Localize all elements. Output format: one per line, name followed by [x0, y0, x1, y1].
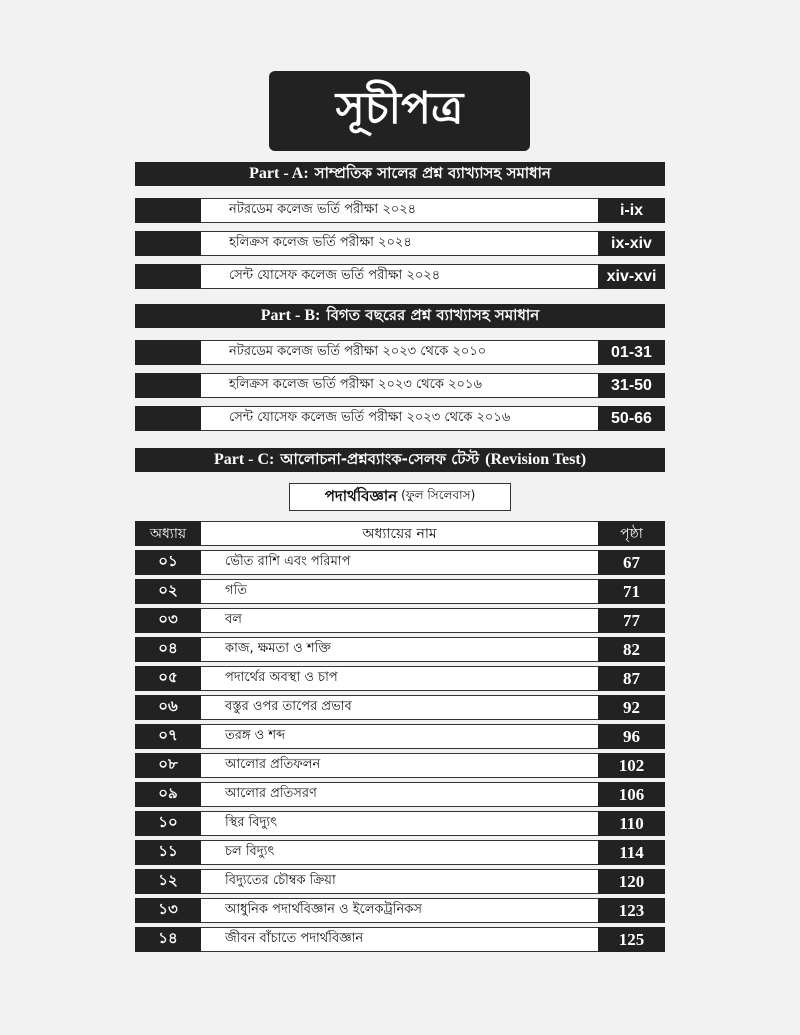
- chapter-table: [135, 521, 665, 956]
- part-c-label: Part - C:: [213, 451, 275, 468]
- header-chapter-name: অধ্যায়ের নাম: [201, 521, 598, 546]
- chapter-name: তরঙ্গ ও শব্দ: [201, 724, 598, 749]
- chapter-name: পদার্থের অবস্থা ও চাপ: [201, 666, 598, 691]
- header-page: পৃষ্ঠা: [598, 521, 665, 546]
- chapter-num: ১২: [135, 869, 201, 894]
- chapter-name: আলোর প্রতিফলন: [201, 753, 598, 778]
- chapter-page: 82: [598, 637, 665, 662]
- entry-name: সেন্ট যোসেফ কলেজ ভর্তি পরীক্ষা ২০২৩ থেকে ২০১৬: [201, 406, 598, 431]
- entry-name: নটরডেম কলেজ ভর্তি পরীক্ষা ২০২৩ থেকে ২০১০: [201, 340, 598, 365]
- chapter-name: স্থির বিদ্যুৎ: [201, 811, 598, 836]
- chapter-num: ০৪: [135, 637, 201, 662]
- entry-pages: xiv-xvi: [598, 264, 665, 289]
- part-b-label: Part - B:: [260, 307, 321, 324]
- table-row[interactable]: [135, 637, 665, 662]
- entry-name: সেন্ট যোসেফ কলেজ ভর্তি পরীক্ষা ২০২৪: [201, 264, 598, 289]
- table-row[interactable]: [135, 927, 665, 952]
- chapter-num: ০৫: [135, 666, 201, 691]
- entry-name: হলিক্রস কলেজ ভর্তি পরীক্ষা ২০২৪: [201, 231, 598, 256]
- part-a-entry-3[interactable]: [135, 264, 665, 289]
- table-row[interactable]: [135, 724, 665, 749]
- chapter-num: ১০: [135, 811, 201, 836]
- entry-pages: i-ix: [598, 198, 665, 223]
- table-row[interactable]: [135, 579, 665, 604]
- chapter-name: বস্তুর ওপর তাপের প্রভাব: [201, 695, 598, 720]
- part-b-entry-2[interactable]: [135, 373, 665, 398]
- subject-name: পদার্থবিজ্ঞান: [324, 486, 398, 505]
- chapter-rows: [135, 550, 665, 952]
- subject-subtitle: (ফুল সিলেবাস): [401, 488, 476, 502]
- subject-title: [289, 483, 511, 511]
- chapter-name: আলোর প্রতিসরণ: [201, 782, 598, 807]
- chapter-name: গতি: [201, 579, 598, 604]
- chapter-num: ০২: [135, 579, 201, 604]
- table-row[interactable]: [135, 753, 665, 778]
- table-header: [135, 521, 665, 546]
- chapter-num: ১৪: [135, 927, 201, 952]
- chapter-name: জীবন বাঁচাতে পদার্থবিজ্ঞান: [201, 927, 598, 952]
- chapter-page: 71: [598, 579, 665, 604]
- chapter-name: চল বিদ্যুৎ: [201, 840, 598, 865]
- chapter-page: 123: [598, 898, 665, 923]
- table-row[interactable]: [135, 840, 665, 865]
- chapter-page: 67: [598, 550, 665, 575]
- chapter-num: ০৩: [135, 608, 201, 633]
- chapter-page: 120: [598, 869, 665, 894]
- chapter-num: ১৩: [135, 898, 201, 923]
- part-b-entry-1[interactable]: [135, 340, 665, 365]
- part-c-title-en: (Revision Test): [485, 451, 587, 468]
- entry-name: নটরডেম কলেজ ভর্তি পরীক্ষা ২০২৪: [201, 198, 598, 223]
- chapter-num: ০৮: [135, 753, 201, 778]
- table-row[interactable]: [135, 608, 665, 633]
- chapter-num: ০৯: [135, 782, 201, 807]
- part-a-label: Part - A:: [249, 165, 309, 182]
- entry-pages: 50-66: [598, 406, 665, 431]
- entry-name: হলিক্রস কলেজ ভর্তি পরীক্ষা ২০২৩ থেকে ২০১৬: [201, 373, 598, 398]
- part-a-entry-2[interactable]: [135, 231, 665, 256]
- part-b-heading: [135, 304, 665, 328]
- table-row[interactable]: [135, 782, 665, 807]
- chapter-num: ১১: [135, 840, 201, 865]
- part-a-title: সাম্প্রতিক সালের প্রশ্ন ব্যাখ্যাসহ সমাধান: [314, 163, 551, 182]
- chapter-page: 125: [598, 927, 665, 952]
- chapter-page: 110: [598, 811, 665, 836]
- chapter-name: বিদ্যুতের চৌম্বক ক্রিয়া: [201, 869, 598, 894]
- chapter-num: ০৭: [135, 724, 201, 749]
- chapter-name: কাজ, ক্ষমতা ও শক্তি: [201, 637, 598, 662]
- page-title: সূচীপত্র: [269, 71, 530, 151]
- entry-pages: ix-xiv: [598, 231, 665, 256]
- chapter-name: আধুনিক পদার্থবিজ্ঞান ও ইলেকট্রনিকস: [201, 898, 598, 923]
- table-row[interactable]: [135, 695, 665, 720]
- table-row[interactable]: [135, 898, 665, 923]
- table-row[interactable]: [135, 666, 665, 691]
- part-c-heading: [135, 448, 665, 472]
- table-row[interactable]: [135, 869, 665, 894]
- chapter-page: 102: [598, 753, 665, 778]
- chapter-page: 87: [598, 666, 665, 691]
- entry-pages: 31-50: [598, 373, 665, 398]
- part-c-title: আলোচনা-প্রশ্নব্যাংক-সেলফ টেস্ট: [280, 449, 480, 468]
- chapter-num: ০৬: [135, 695, 201, 720]
- table-row[interactable]: [135, 550, 665, 575]
- chapter-page: 114: [598, 840, 665, 865]
- part-b-title: বিগত বছরের প্রশ্ন ব্যাখ্যাসহ সমাধান: [326, 305, 540, 324]
- table-row[interactable]: [135, 811, 665, 836]
- chapter-page: 106: [598, 782, 665, 807]
- chapter-page: 92: [598, 695, 665, 720]
- part-a-heading: [135, 162, 665, 186]
- chapter-name: বল: [201, 608, 598, 633]
- chapter-name: ভৌত রাশি এবং পরিমাপ: [201, 550, 598, 575]
- part-a-entry-1[interactable]: [135, 198, 665, 223]
- entry-pages: 01-31: [598, 340, 665, 365]
- chapter-page: 77: [598, 608, 665, 633]
- header-chapter-num: অধ্যায়: [135, 521, 201, 546]
- part-b-entry-3[interactable]: [135, 406, 665, 431]
- chapter-num: ০১: [135, 550, 201, 575]
- chapter-page: 96: [598, 724, 665, 749]
